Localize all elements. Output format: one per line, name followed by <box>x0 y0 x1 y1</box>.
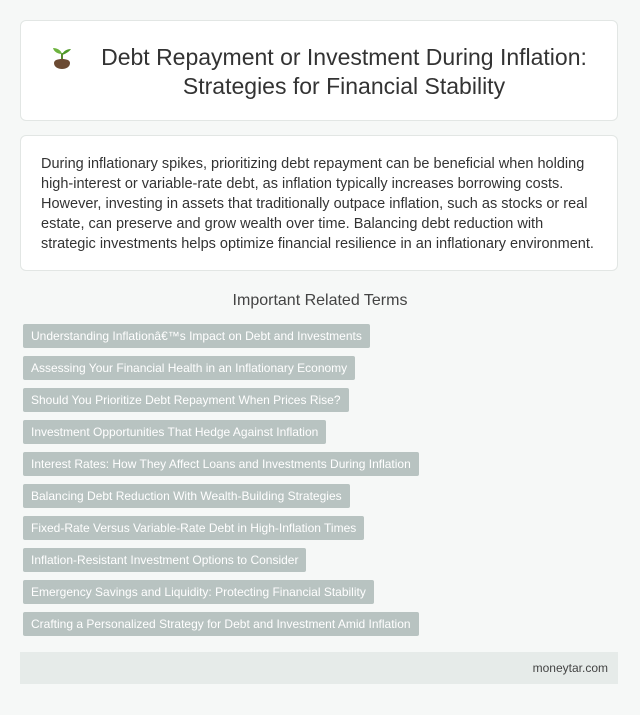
intro-card <box>20 135 618 271</box>
intro-paragraph: During inflationary spikes, prioritizing debt repayment can be beneficial when holding high-interest or variable-rate debt, as inflation typically increases borrowing costs. However, investing in assets that traditionally outpace inflation, such as stocks or real estate, can preserve and grow wealth over time. Balancing debt reduction with strategic investments helps optimize financial resilience in an inflationary environment. <box>41 156 594 252</box>
related-term-tag[interactable]: Investment Opportunities That Hedge Against Inflation <box>23 420 326 444</box>
related-term-tag[interactable]: Understanding Inflationâ€™s Impact on Debt and Investments <box>23 324 370 348</box>
site-name[interactable]: moneytar.com <box>532 661 608 675</box>
footer <box>20 652 618 684</box>
related-term-tag[interactable]: Should You Prioritize Debt Repayment When Prices Rise? <box>23 388 349 412</box>
related-term-tag[interactable]: Fixed-Rate Versus Variable-Rate Debt in High-Inflation Times <box>23 516 364 540</box>
related-terms-list <box>23 324 419 644</box>
related-term-tag[interactable]: Assessing Your Financial Health in an Inflationary Economy <box>23 356 355 380</box>
title-card <box>20 20 618 121</box>
related-term-tag[interactable]: Crafting a Personalized Strategy for Debt and Investment Amid Inflation <box>23 612 419 636</box>
related-terms-heading: Important Related Terms <box>232 292 408 309</box>
title-row <box>49 43 599 101</box>
related-term-tag[interactable]: Interest Rates: How They Affect Loans and Investments During Inflation <box>23 452 419 476</box>
related-term-tag[interactable]: Inflation-Resistant Investment Options to Consider <box>23 548 306 572</box>
related-term-tag[interactable]: Emergency Savings and Liquidity: Protecting Financial Stability <box>23 580 374 604</box>
page-title: Debt Repayment or Investment During Inflation: Strategies for Financial Stability <box>101 44 587 99</box>
related-term-tag[interactable]: Balancing Debt Reduction With Wealth-Building Strategies <box>23 484 350 508</box>
sprout-icon <box>49 45 75 71</box>
